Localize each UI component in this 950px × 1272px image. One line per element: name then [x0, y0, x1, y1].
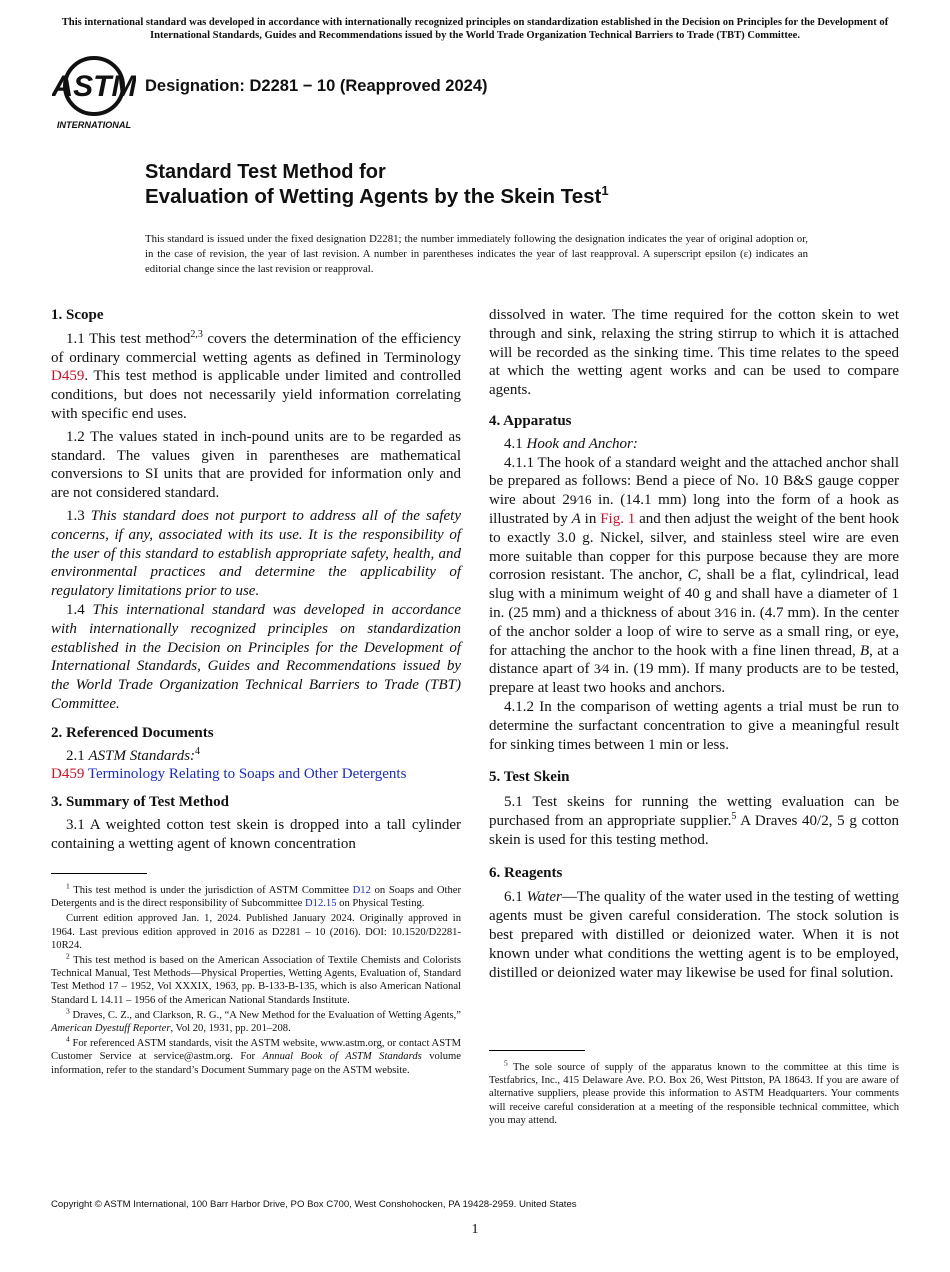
designation: Designation: D2281 − 10 (Reapproved 2024)	[145, 77, 488, 95]
link-d12[interactable]: D12	[352, 885, 371, 896]
para-2-1: 2.1 ASTM Standards:$^4$	[66, 745, 201, 764]
section-6-heading: 6. Reagents	[489, 864, 563, 881]
para-4-1: 4.1 Hook and Anchor:	[504, 435, 638, 452]
footnote-ref-2-3[interactable]: 2,3	[190, 328, 203, 340]
astm-logo-icon	[52, 56, 136, 132]
para-1-4: 1.4 This international standard was developed in accordance with internationally recognized principles on standardization established in the Decision on Principles for the Development of International Standards, Guides and Recommendations issued by the World Trade Organization Technical Barriers to Trade (TBT) Committee.	[51, 601, 462, 712]
link-d459[interactable]: D459	[51, 368, 85, 385]
left-column	[51, 306, 461, 854]
para-1-1: 1.1 This test method$^{2,3}$ covers the determination of the efficiency of ordinary commercial wetting agents as defined in Terminology D459. This test method is applicable under limited and controlled conditions, but does not necessarily yield information correlating with specific end uses.	[51, 328, 461, 422]
section-4-heading: 4. Apparatus	[489, 412, 572, 429]
para-4-1-1: 4.1.1 The hook of a standard weight and the attached anchor shall be prepared as follows: Bend a piece of No. 10 B&S gauge copper wire about 29⁄16 in. (14.1 mm) long into the form of a hook as illustrated by A in Fig. 1 and then adjust the weight of the bent hook to exactly 3.0 g. Nickel, silver, and stainless steel wire are even more suitable than copper for this purpose because they are more corrosion resistant. The anchor, C, shall be a flat, cylindrical, lead slug with a minimum weight of 40 g and shall have a diameter of 1 in. (25 mm) and a thickness of about 3⁄16 in. (4.7 mm). In the center of the anchor solder a loop of wire to serve as a small ring, or eye, for attaching the anchor to the hook with a fine linen thread, B, at a distance apart of 3⁄4 in. (19 mm). If many products are to be tested, prepare at least two hooks and anchors.	[489, 454, 900, 697]
footnote-1: $^1$ This test method is under the jurisdiction of ASTM Committee D12 on Soaps and Other Detergents and is the direct responsibility of Subcommittee D12.15 on Physical Testing.	[51, 881, 461, 910]
footnotes-right	[489, 1058, 899, 1127]
reference-d459[interactable]: D459 Terminology Relating to Soaps and Other Detergents	[51, 766, 407, 783]
issuance-note: This standard is issued under the fixed designation D2281; the number immediately following the designation indicates the year of original adoption or, in the case of revision, the year of last revision. A number in parentheses indicates the year of last reapproval. A superscript epsilon (ε) indicates an editorial change since the last revision or reapproval.	[145, 233, 808, 275]
section-5-heading: 5. Test Skein	[489, 769, 570, 786]
footnote-rule-right	[489, 1050, 585, 1051]
copyright: Copyright © ASTM International, 100 Barr Harbor Drive, PO Box C700, West Conshohocken, PA 19428-2959. United States	[51, 1199, 577, 1210]
section-3-heading: 3. Summary of Test Method	[51, 794, 229, 811]
footnote-3: $^3$ Draves, C. Z., and Clarkson, R. G., “A New Method for the Evaluation of Wetting Agents,” American Dyestuff Reporter, Vol 20, 1931, pp. 201–208.	[51, 1006, 461, 1035]
para-3-1-start: 3.1 A weighted cotton test skein is dropped into a tall cylinder containing a wetting agent of known concentration	[51, 816, 461, 852]
footnote-2: $^2$ This test method is based on the American Association of Textile Chemists and Colorists Technical Manual, Test Methods—Physical Properties, Wetting Agents, Evaluation of, Standard Test Method 17 – 1952, Vol XXXIX, 1963, pp. B-133-B-135, which is also American National Standard L 14.11 – 1956 of the American National Standards Institute.	[51, 951, 461, 1006]
document-title	[145, 160, 609, 210]
astm-logo	[52, 56, 136, 132]
footnotes-left	[51, 881, 461, 1077]
title-line-2: Evaluation of Wetting Agents by the Skein Test$^1$	[145, 183, 609, 208]
logo-letters: ASTM	[52, 70, 136, 103]
title-line-1: Standard Test Method for	[145, 161, 386, 183]
footnote-ref-5[interactable]: 5	[731, 810, 737, 822]
logo-label: INTERNATIONAL	[56, 120, 132, 130]
link-d12-15[interactable]: D12.15	[305, 898, 337, 910]
section-1-heading: 1. Scope	[51, 307, 104, 323]
footnote-ref-4[interactable]: 4	[195, 745, 201, 757]
para-1-3: 1.3 This standard does not purport to address all of the safety concerns, if any, associated with its use. It is the responsibility of the user of this standard to establish appropriate safety, health, and environmental practices and determine the applicability of regulatory limitations prior to use.	[51, 507, 461, 600]
para-4-1-2: 4.1.2 In the comparison of wetting agents a trial must be run to determine the surfactant concentration to give a meaningful result for sinking times between 1 min or less.	[489, 698, 899, 753]
para-1-2: 1.2 The values stated in inch-pound units are to be regarded as standard. The values given in parentheses are mathematical conversions to SI units that are provided for information only and are not considered standard.	[51, 428, 461, 502]
footnote-1-edition: Current edition approved Jan. 1, 2024. Published January 2024. Originally approved in 1964. Last previous edition approved in 2016 as D2281 – 10 (2016). DOI: 10.1520/D2281-10R24.	[51, 913, 461, 951]
title-footnote-ref[interactable]: 1	[601, 183, 609, 199]
page-number: 1	[471, 1222, 479, 1237]
section-2-heading: 2. Referenced Documents	[51, 724, 214, 741]
para-5-1: 5.1 Test skeins for running the wetting evaluation can be purchased from an appropriate supplier.$^5$ A Draves 40/2, 5 g cotton skein is used for this testing method.	[489, 794, 899, 848]
para-3-1-cont: dissolved in water. The time required for the cotton skein to wet through and sink, relaxing the string stirrup to which it is attached will be recorded as the sinking time. This time relates to the speed at which the wetting agent works and can be used to compare agents.	[489, 307, 899, 399]
footnote-4: $^4$ For referenced ASTM standards, visit the ASTM website, www.astm.org, or contact ASTM Customer Service at service@astm.org. For Annual Book of ASTM Standards volume information, refer to the standard’s Document Summary page on the ASTM website.	[51, 1034, 461, 1076]
footnote-5: $^5$ The sole source of supply of the apparatus known to the committee at this time is Testfabrics, Inc., 415 Delaware Ave. P.O. Box 26, West Pittston, PA 18643. If you are aware of alternative suppliers, please provide this information to ASTM Headquarters. Your comments will receive careful consideration at a meeting of the responsible technical committee, which you may attend.	[489, 1058, 899, 1126]
tbt-banner: This international standard was developed in accordance with internationally recognized principles on standardization established in the Decision on Principles for the Development of International Standards, Guides and Recommendations issued by the World Trade Organization Technical Barriers to Trade (TBT) Committee.	[61, 17, 889, 41]
right-column	[489, 306, 899, 982]
footnote-rule-left	[51, 873, 147, 874]
link-fig-1[interactable]: Fig. 1	[600, 510, 636, 527]
para-6-1: 6.1 Water—The quality of the water used in the testing of wetting agents must be given careful consideration. The stock solution is best prepared with distilled or deionized water. When it is not known under what conditions the wetting agent is to be employed, distilled or deionized water may likewise be used for final solution.	[489, 889, 899, 981]
